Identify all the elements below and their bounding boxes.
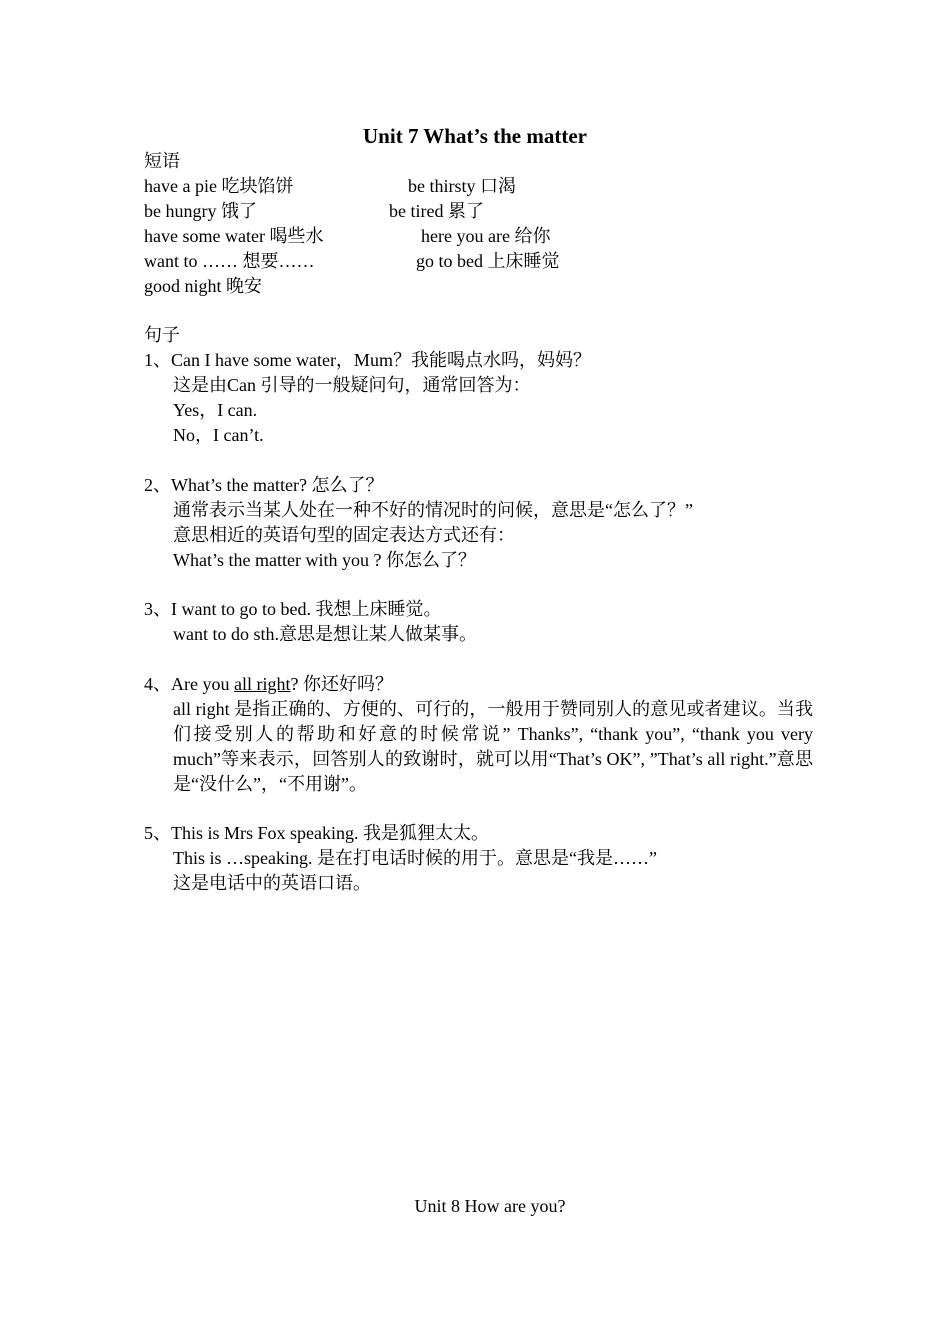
sentence-5-note: This is …speaking. 是在打电话时候的用于。意思是“我是……” xyxy=(173,848,657,868)
document-title: Unit 7 What’s the matter xyxy=(363,124,587,148)
phrase-right: be thirsty 口渴 xyxy=(408,176,516,196)
sentence-4-suffix: ? 你还好吗？ xyxy=(290,674,393,694)
sentence-2-note: What’s the matter with you ? 你怎么了？ xyxy=(173,550,476,570)
sentence-2-note: 意思相近的英语句型的固定表达方式还有： xyxy=(173,525,515,545)
sentence-3: 3、I want to go to bed. 我想上床睡觉。 xyxy=(144,599,442,619)
sentence-4-prefix: 4、Are you xyxy=(144,674,234,694)
phrase-left: good night 晚安 xyxy=(144,276,263,296)
sentence-5: 5、This is Mrs Fox speaking. 我是狐狸太太。 xyxy=(144,823,490,843)
phrase-right: go to bed 上床睡觉 xyxy=(416,251,560,271)
phrase-right: here you are 给你 xyxy=(421,226,551,246)
sentence-1-yes: Yes，I can. xyxy=(173,400,258,420)
phrases-heading: 短语 xyxy=(144,151,180,171)
sentence-2-note: 通常表示当某人处在一种不好的情况时的问候，意思是“怎么了？” xyxy=(173,500,693,520)
phrase-left: be hungry 饿了 xyxy=(144,201,257,221)
phrase-left: have a pie 吃块馅饼 xyxy=(144,176,294,196)
sentence-1-no: No，I can’t. xyxy=(173,425,264,445)
phrase-left: want to …… 想要…… xyxy=(144,251,315,271)
underlined-phrase: all right xyxy=(233,674,291,694)
sentence-4-explanation: all right 是指正确的、方便的、可行的，一般用于赞同别人的意见或者建议。当我们接受别人的帮助和好意的时候常说” Thanks”, “thank you”, “thank you very much”等来表示，回答别人的致谢时，就可以用“That’s OK”, ”That’s all right.”意思是“没什么”，“不用谢”。 xyxy=(173,699,813,794)
next-unit-title: Unit 8 How are you? xyxy=(414,1196,566,1216)
sentence-4 xyxy=(144,672,393,697)
sentence-1: 1、Can I have some water，Mum？我能喝点水吗，妈妈？ xyxy=(144,350,591,370)
sentences-heading: 句子 xyxy=(144,325,180,345)
phrase-left: have some water 喝些水 xyxy=(144,226,324,246)
phrase-right: be tired 累了 xyxy=(389,201,484,221)
sentence-1-note: 这是由Can 引导的一般疑问句，通常回答为： xyxy=(173,375,531,395)
sentence-5-note: 这是电话中的英语口语。 xyxy=(173,873,371,893)
sentence-3-note: want to do sth.意思是想让某人做某事。 xyxy=(173,624,477,644)
sentence-2: 2、What’s the matter? 怎么了？ xyxy=(144,475,384,495)
